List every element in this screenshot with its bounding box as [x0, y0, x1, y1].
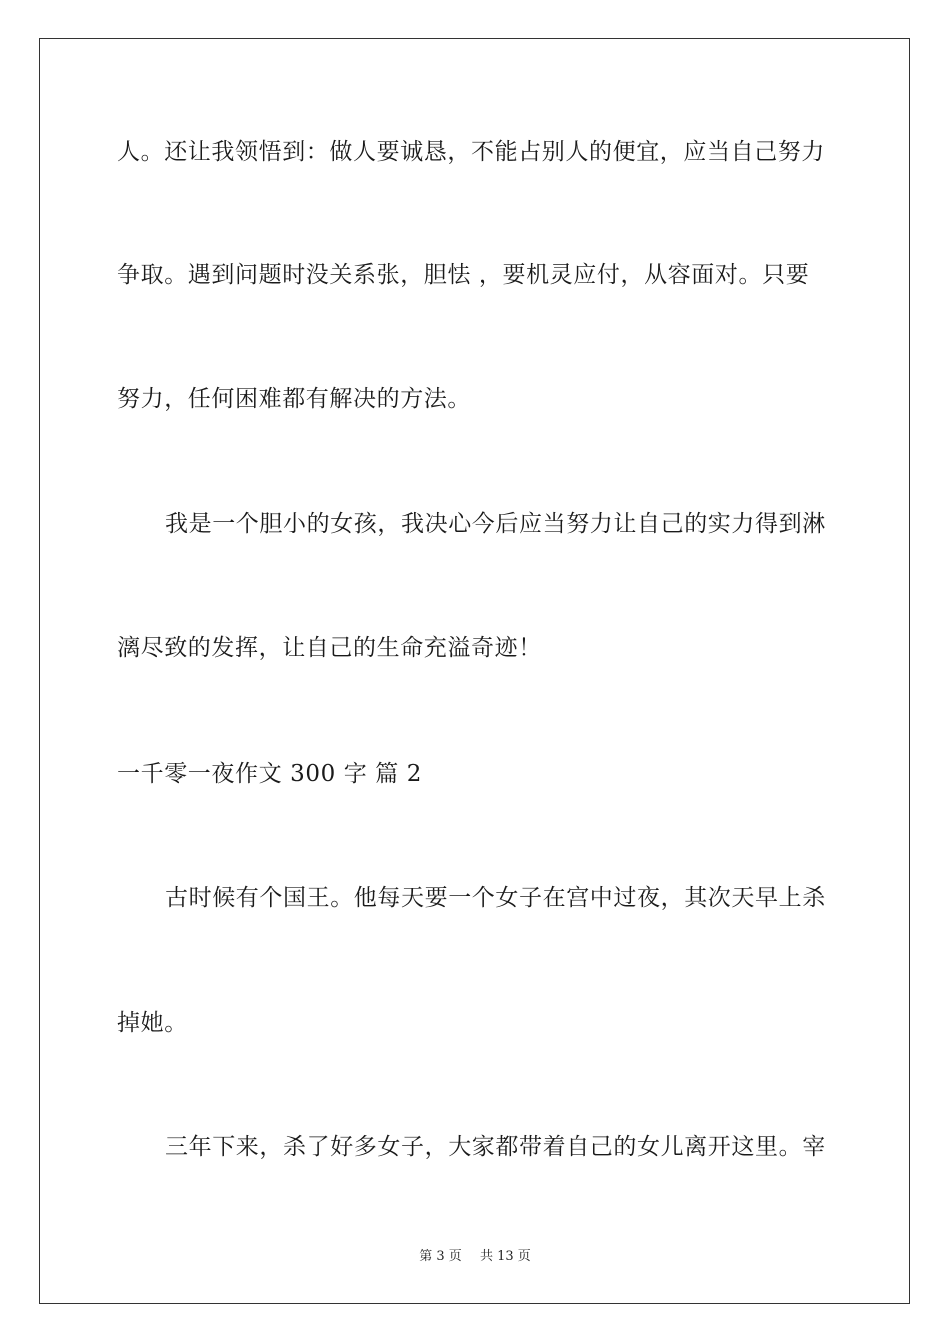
page-number: 第 3 页	[419, 1249, 462, 1264]
text-line-5: 漓尽致的发挥，让自己的生命充溢奇迹！	[117, 635, 542, 661]
text-line-9: 三年下来，杀了好多女子，大家都带着自己的女儿离开这里。宰	[165, 1134, 826, 1160]
text-line-8: 掉她。	[117, 1010, 188, 1036]
text-line-2: 争取。遇到问题时没关系张，胆怯 ，要机灵应付，从容面对。只要	[117, 262, 810, 288]
section-heading: 一千零一夜作文 300 字 篇 2	[117, 761, 422, 787]
text-line-4: 我是一个胆小的女孩，我决心今后应当努力让自己的实力得到淋	[165, 511, 826, 537]
page-border	[39, 38, 910, 1304]
page-footer	[0, 1248, 950, 1266]
text-line-3: 努力，任何困难都有解决的方法。	[117, 386, 471, 412]
text-line-7: 古时候有个国王。他每天要一个女子在宫中过夜，其次天早上杀	[165, 885, 826, 911]
text-line-1: 人。还让我领悟到：做人要诚恳，不能占别人的便宜，应当自己努力	[117, 139, 825, 165]
page-total: 共 13 页	[479, 1249, 531, 1264]
